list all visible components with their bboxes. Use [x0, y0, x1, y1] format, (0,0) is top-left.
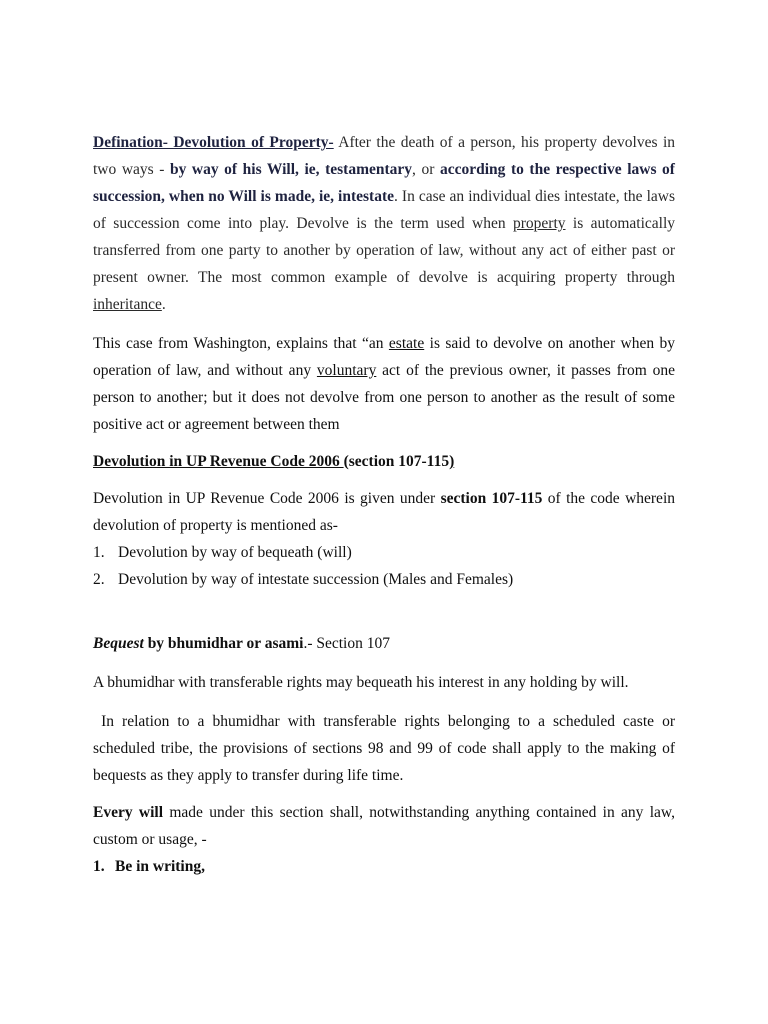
text-span: act of the previous owner, it passes from one person to another; but it does not devolve from one person to another as the result of some positive act or agreement between them: [93, 362, 675, 433]
text-span: . In case an individual dies intestate, the laws of succession come into play. Devolve is the term used when: [93, 188, 675, 232]
bold-text: by bhumidhar or asami: [143, 635, 304, 652]
property-link[interactable]: property: [513, 215, 566, 232]
text-span: of the code wherein devolution of property is mentioned as-: [93, 490, 675, 534]
will-requirements-list: [93, 853, 675, 880]
estate-link[interactable]: estate: [388, 335, 425, 352]
every-will-paragraph: [93, 799, 675, 853]
document-body: [93, 129, 679, 880]
text-span: , or: [412, 161, 440, 178]
devolution-list: [93, 539, 675, 593]
scheduled-caste-paragraph: In relation to a bhumidhar with transferable rights belonging to a scheduled caste or scheduled tribe, the provisions of sections 98 and 99 of code shall apply to the making of bequests as they apply to transfer during life time.: [93, 713, 679, 784]
text-span: .- Section 107: [303, 635, 390, 652]
list-item-text: Devolution by way of bequeath (will): [118, 544, 352, 561]
list-item-text: Devolution by way of intestate succession (Males and Females): [118, 571, 514, 588]
definition-heading: Defination- Devolution of Property-: [93, 134, 334, 151]
list-item: [93, 853, 675, 880]
heading-close: ): [449, 453, 455, 470]
text-span: .: [161, 296, 166, 313]
text-span: made under this section shall, notwithstanding anything contained in any law, custom or usage, -: [93, 804, 675, 848]
heading-text: Devolution in UP Revenue Code 2006: [93, 453, 344, 470]
text-span: After the death of a person, his property devolves in two ways -: [93, 134, 676, 178]
bequest-heading: [93, 630, 675, 657]
heading-section: (section 107-115: [343, 453, 450, 470]
list-number: 1.: [93, 858, 105, 875]
section-intro-paragraph: [93, 485, 675, 539]
bold-text: Every will: [93, 804, 164, 821]
list-item-text: Be in writing,: [115, 858, 205, 875]
text-span: This case from Washington, explains that “an: [93, 335, 389, 352]
text-span: is said to devolve on another when by operation of law, and without any: [93, 335, 675, 379]
voluntary-link[interactable]: voluntary: [316, 362, 377, 379]
bold-text: section 107-115: [440, 490, 543, 507]
definition-paragraph: [93, 129, 675, 318]
bequest-paragraph: A bhumidhar with transferable rights may bequeath his interest in any holding by will.: [93, 674, 629, 691]
bold-text: according to the respective laws of succession, when no Will is made, ie, intestate: [93, 161, 675, 205]
washington-case-paragraph: [93, 330, 675, 438]
list-item: [93, 566, 675, 593]
list-number: 2.: [93, 571, 105, 588]
list-item: [93, 539, 675, 566]
italic-text: Bequest: [93, 635, 144, 652]
inheritance-link[interactable]: inheritance: [93, 296, 162, 313]
bold-text: by way of his Will, ie, testamentary: [169, 161, 413, 178]
list-number: 1.: [93, 544, 105, 561]
text-span: Devolution in UP Revenue Code 2006 is given under: [93, 490, 441, 507]
text-span: is automatically transferred from one party to another by operation of law, without any act of either past or present owner. The most common example of devolve is acquiring property through: [93, 215, 676, 286]
up-revenue-code-heading: [93, 448, 675, 475]
